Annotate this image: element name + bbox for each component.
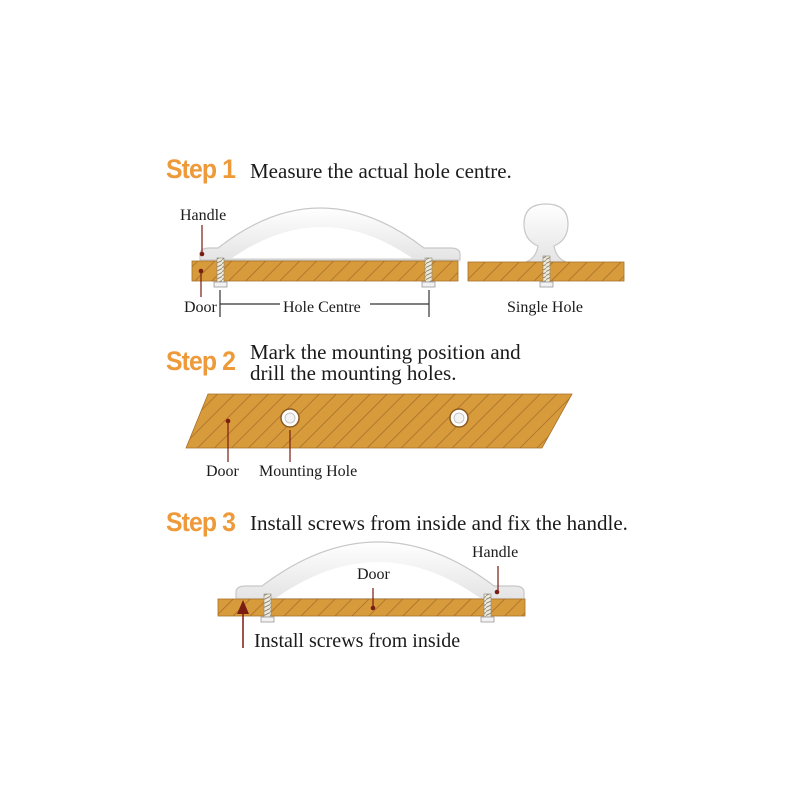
step2-door-board bbox=[186, 394, 572, 448]
step3-door-pointer-dot bbox=[371, 606, 376, 611]
step3-label: Step 3 bbox=[166, 507, 236, 537]
step1-handle bbox=[200, 208, 460, 260]
hole-centre-label: Hole Centre bbox=[283, 299, 361, 316]
single-hole-knob bbox=[524, 204, 568, 262]
mounting-hole-left bbox=[281, 409, 299, 427]
step1-label: Step 1 bbox=[166, 154, 236, 184]
step2-label: Step 2 bbox=[166, 346, 236, 376]
step2-instruction-line1: Mark the mounting position and bbox=[250, 340, 521, 364]
step1-handle-label: Handle bbox=[180, 207, 227, 224]
step3-instruction: Install screws from inside and fix the handle. bbox=[250, 511, 628, 535]
single-hole-label: Single Hole bbox=[507, 299, 583, 316]
step3-door-label: Door bbox=[357, 566, 390, 583]
step1-handle-pointer-dot bbox=[200, 252, 205, 257]
install-screws-label: Install screws from inside bbox=[254, 630, 461, 652]
step2-instruction-line2: drill the mounting holes. bbox=[250, 361, 457, 385]
step1-door-board bbox=[192, 261, 458, 281]
step2-door-pointer-dot bbox=[226, 419, 231, 424]
step1-instruction: Measure the actual hole centre. bbox=[250, 159, 512, 183]
step2-door-label: Door bbox=[206, 463, 239, 480]
step1-door-pointer-dot bbox=[199, 269, 204, 274]
step3-handle-label: Handle bbox=[472, 544, 519, 561]
step3-handle-pointer-dot bbox=[495, 590, 500, 595]
step1-door-label: Door bbox=[184, 299, 217, 316]
mounting-hole-right bbox=[450, 409, 468, 427]
mounting-hole-label: Mounting Hole bbox=[259, 463, 358, 480]
